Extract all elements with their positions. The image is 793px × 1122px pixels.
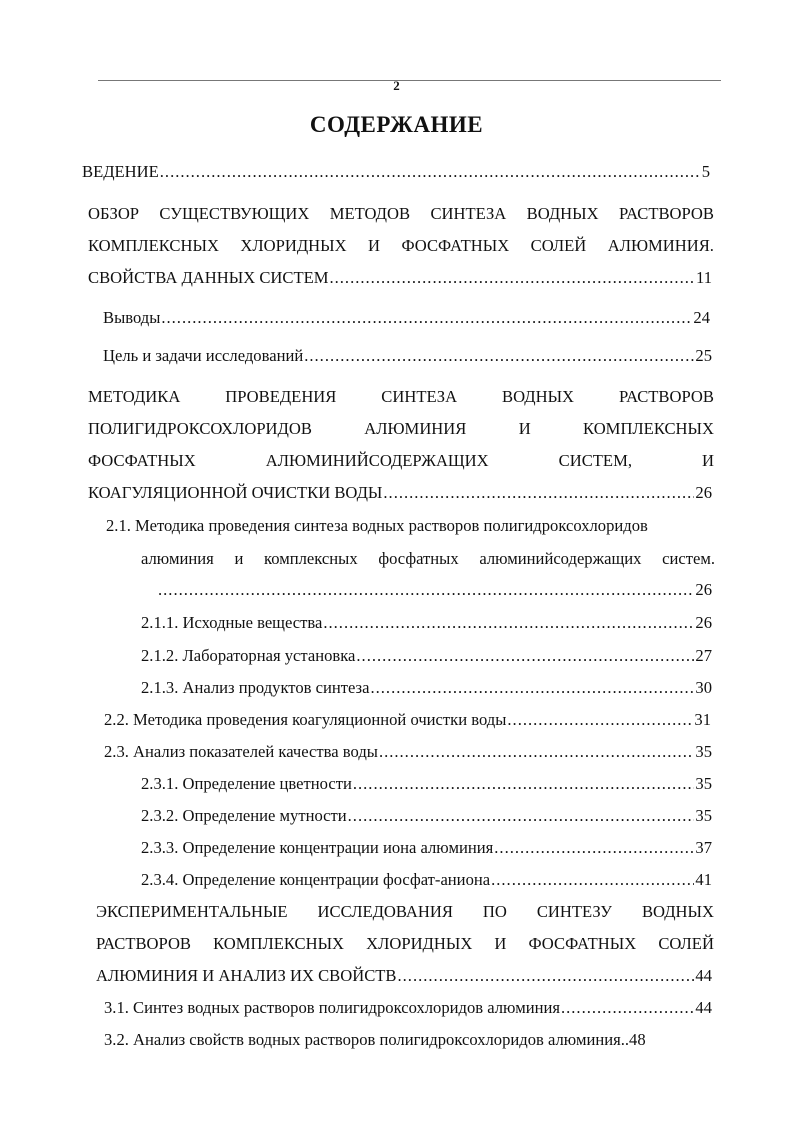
toc-entry-text: СВОЙСТВА ДАННЫХ СИСТЕМ (88, 268, 329, 287)
toc-section-2-1-last (157, 580, 712, 600)
toc-entry-2-1-3 (141, 678, 712, 698)
word: СИНТЕЗА (381, 387, 458, 406)
toc-entry-text: Цель и задачи исследований (103, 346, 304, 365)
word: И (702, 451, 714, 470)
toc-entry-3-2 (104, 1030, 712, 1050)
toc-chapter1-line1 (88, 204, 714, 224)
toc-entry-text: 2.1.1. Исходные вещества (141, 613, 323, 632)
leader-dots (353, 774, 695, 794)
toc-entry-text: 3.1. Синтез водных растворов полигидроксохлоридов алюминия (104, 998, 560, 1017)
toc-entry-goals (103, 346, 712, 366)
word: РАСТВОРОВ (96, 934, 191, 953)
word: ИССЛЕДОВАНИЯ (317, 902, 453, 921)
toc-chapter3-last (96, 966, 712, 986)
leader-dots (370, 678, 694, 698)
toc-entry-page: 26 (695, 483, 712, 502)
toc-entry-text: 3.2. Анализ свойств водных растворов полигидроксохлоридов алюминия.. (104, 1030, 630, 1049)
leader-dots (161, 308, 692, 328)
toc-entry-page: 48 (629, 1030, 646, 1049)
toc-entry-page: 31 (694, 710, 711, 729)
leader-dots (383, 483, 694, 503)
toc-entry-page: 37 (695, 838, 712, 857)
leader-dots (329, 268, 695, 288)
leader-dots (348, 806, 695, 826)
toc-chapter2-line2 (88, 419, 714, 439)
toc-entry-conclusions (103, 308, 710, 328)
toc-entry-2-3 (104, 742, 712, 762)
word: систем. (662, 549, 715, 568)
toc-entry-intro (82, 162, 710, 182)
toc-section-2-1-line2 (141, 549, 715, 569)
leader-dots (494, 838, 694, 858)
word: СИНТЕЗУ (536, 902, 613, 921)
word: СИНТЕЗА (430, 204, 507, 223)
page-title: СОДЕРЖАНИЕ (309, 112, 484, 137)
leader-dots (379, 742, 694, 762)
toc-entry-text: 2.1.3. Анализ продуктов синтеза (141, 678, 370, 697)
toc-entry-text: КОАГУЛЯЦИОННОЙ ОЧИСТКИ ВОДЫ (88, 483, 383, 502)
toc-entry-2-1-1 (141, 613, 712, 633)
toc-entry-text: 2.1.2. Лабораторная установка (141, 646, 356, 665)
toc-entry-text: 2.2. Методика проведения коагуляционной очистки воды (104, 710, 507, 729)
toc-chapter2-line3 (88, 451, 714, 471)
word: ОБЗОР (88, 204, 140, 223)
word: КОМПЛЕКСНЫХ (88, 236, 219, 255)
leader-dots (323, 613, 694, 633)
word: ФОСФАТНЫХ (528, 934, 637, 953)
leader-dots (507, 710, 693, 730)
toc-entry-page: 30 (695, 678, 712, 697)
leader-dots (561, 998, 694, 1018)
toc-section-2-1-line1 (106, 516, 716, 536)
word: ВОДНЫХ (526, 204, 599, 223)
toc-entry-text: 2.3.4. Определение концентрации фосфат-аниона (141, 870, 491, 889)
word: ПО (482, 902, 507, 921)
word: И (494, 934, 507, 953)
toc-chapter3-line2 (96, 934, 714, 954)
toc-entry-page: 25 (695, 346, 712, 365)
toc-entry-2-3-3 (141, 838, 712, 858)
word: СОЛЕЙ (530, 236, 587, 255)
toc-entry-page: 35 (695, 774, 712, 793)
leader-dots (398, 966, 695, 986)
word: РАСТВОРОВ (618, 204, 714, 223)
word: АЛЮМИНИЯ (364, 419, 467, 438)
toc-entry-text: 2.3. Анализ показателей качества воды (104, 742, 378, 761)
word: ЭКСПЕРИМЕНТАЛЬНЫЕ (96, 902, 288, 921)
word: и (234, 549, 244, 568)
toc-entry-page: 44 (695, 998, 712, 1017)
toc-entry-text: АЛЮМИНИЯ И АНАЛИЗ ИХ СВОЙСТВ (96, 966, 397, 985)
toc-chapter2-last (88, 483, 712, 503)
toc-entry-page: 26 (695, 613, 712, 632)
toc-entry-text: ВЕДЕНИЕ (82, 162, 159, 181)
word: ПОЛИГИДРОКСОХЛОРИДОВ (88, 419, 312, 438)
word: комплексных (264, 549, 358, 568)
toc-entry-page: 35 (695, 806, 712, 825)
toc-entry-page: 11 (696, 268, 712, 287)
toc-entry-2-2 (104, 710, 711, 730)
toc-entry-page: 24 (693, 308, 710, 327)
toc-entry-2-3-2 (141, 806, 712, 826)
toc-chapter1-last (88, 268, 712, 288)
leader-dots (160, 162, 701, 182)
word: ФОСФАТНЫХ (401, 236, 510, 255)
toc-entry-page: 41 (695, 870, 712, 889)
page-number: 2 (393, 78, 400, 93)
toc-entry-page: 26 (695, 580, 712, 599)
word: алюминия (141, 549, 214, 568)
toc-entry-text: 2.1. Методика проведения синтеза водных растворов полигидроксохлоридов (106, 516, 648, 535)
leader-dots (304, 346, 694, 366)
word: СОЛЕЙ (658, 934, 714, 953)
word: АЛЮМИНИЯ. (607, 236, 714, 255)
toc-entry-page: 35 (695, 742, 712, 761)
word: И (518, 419, 531, 438)
word: КОМПЛЕКСНЫХ (583, 419, 714, 438)
word: ВОДНЫХ (502, 387, 575, 406)
word: ВОДНЫХ (641, 902, 714, 921)
word: ФОСФАТНЫХ (88, 451, 196, 470)
word: ХЛОРИДНЫХ (240, 236, 347, 255)
toc-entry-page: 44 (695, 966, 712, 985)
word: АЛЮМИНИЙСОДЕРЖАЩИХ (265, 451, 489, 470)
word: алюминийсодержащих (479, 549, 642, 568)
toc-entry-page: 5 (701, 162, 710, 181)
word: ХЛОРИДНЫХ (366, 934, 473, 953)
toc-entry-2-1-2 (141, 646, 712, 666)
toc-entry-2-3-1 (141, 774, 712, 794)
word: МЕТОДОВ (329, 204, 411, 223)
toc-entry-text: 2.3.2. Определение мутности (141, 806, 347, 825)
toc-chapter2-line1 (88, 387, 714, 407)
toc-entry-text: Выводы (103, 308, 161, 327)
word: фосфатных (378, 549, 459, 568)
toc-entry-3-1 (104, 998, 712, 1018)
word: МЕТОДИКА (88, 387, 181, 406)
toc-entry-2-3-4 (141, 870, 712, 890)
word: ПРОВЕДЕНИЯ (225, 387, 337, 406)
toc-entry-page: 27 (695, 646, 712, 665)
word: РАСТВОРОВ (618, 387, 714, 406)
word: СИСТЕМ, (558, 451, 632, 470)
toc-entry-text: 2.3.1. Определение цветности (141, 774, 352, 793)
toc-entry-text: 2.3.3. Определение концентрации иона алюминия (141, 838, 494, 857)
word: СУЩЕСТВУЮЩИХ (159, 204, 310, 223)
word: И (368, 236, 381, 255)
leader-dots (356, 646, 694, 666)
word: КОМПЛЕКСНЫХ (213, 934, 345, 953)
toc-chapter3-line1 (96, 902, 714, 922)
toc-chapter1-line2 (88, 236, 714, 256)
leader-dots (491, 870, 694, 890)
leader-dots (158, 580, 694, 600)
